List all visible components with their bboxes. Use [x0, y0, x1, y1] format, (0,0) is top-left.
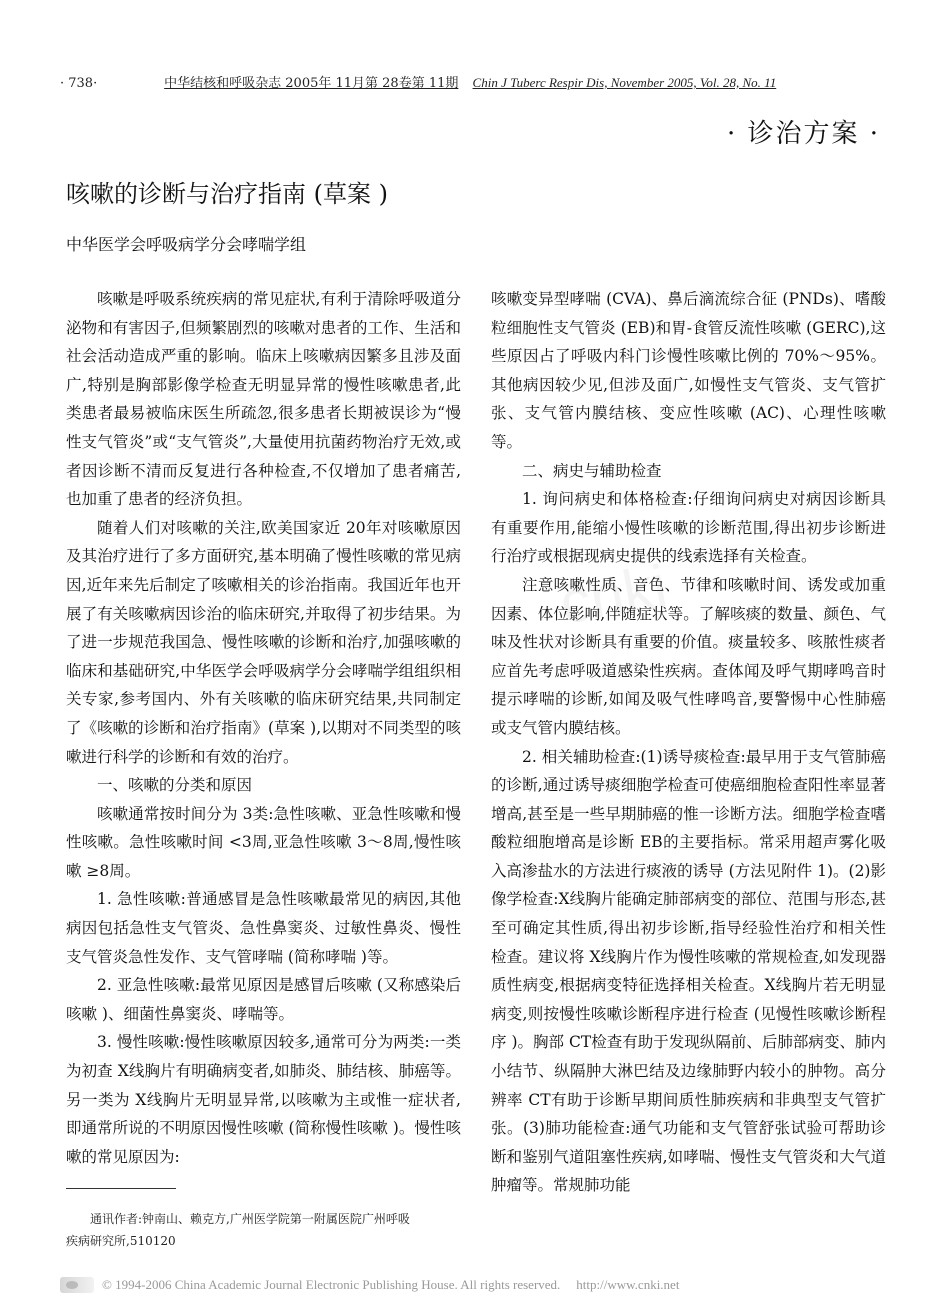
- footnote-line: 通讯作者:钟南山、赖克方,广州医学院第一附属医院广州呼吸: [90, 1212, 410, 1226]
- copyright-text: © 1994-2006 China Academic Journal Electronic Publishing House. All rights reserved.: [102, 1277, 561, 1292]
- section-tag: · 诊治方案 ·: [726, 119, 880, 149]
- paragraph: 咳嗽是呼吸系统疾病的常见症状,有利于清除呼吸道分泌物和有害因子,但频繁剧烈的咳嗽对患者的工作、生活和社会活动造成严重的影响。临床上咳嗽病因繁多且涉及面广,特别是胸部影像学检查无明显异常的慢性咳嗽患者,此类患者最易被临床医生所疏忽,很多患者长期被误诊为“慢性支气管炎”或“支气管炎”,大量使用抗菌药物治疗无效,或者因诊断不清而反复进行各种检查,不仅增加了患者痛苦,也加重了患者的经济负担。: [66, 290, 461, 509]
- paragraph: 注意咳嗽性质、音色、节律和咳嗽时间、诱发或加重因素、体位影响,伴随症状等。了解咳痰的数量、颜色、气味及性状对诊断具有重要的价值。痰量较多、咳脓性痰者应首先考虑呼吸道感染性疾病。查体闻及呼气期哮鸣音时提示哮喘的诊断,如闻及吸气性哮鸣音,要警惕中心性肺癌或支气管内膜结核。: [491, 575, 886, 737]
- footnote-line: 疾病研究所,510120: [66, 1234, 176, 1248]
- footnote: [66, 1208, 466, 1252]
- paragraph: 1. 询问病史和体格检查:仔细询问病史对病因诊断具有重要作用,能缩小慢性咳嗽的诊断范围,得出初步诊断进行治疗或根据现病史提供的线索选择有关检查。: [491, 490, 886, 566]
- page-number: · 738·: [60, 76, 98, 91]
- paragraph: 咳嗽变异型哮喘 (CVA)、鼻后滴流综合征 (PNDs)、嗜酸粒细胞性支气管炎 (EB)和胃-食管反流性咳嗽 (GERC),这些原因占了呼吸内科门诊慢性咳嗽比例的 70%～95%。其他病因较少见,但涉及面广,如慢性支气管炎、支气管扩张、支气管内膜结核、变应性咳嗽 (AC)、心理性咳嗽等。: [491, 290, 886, 451]
- paragraph: 2. 亚急性咳嗽:最常见原因是感冒后咳嗽 (又称感染后咳嗽 )、细菌性鼻窦炎、哮喘等。: [66, 976, 461, 1023]
- journal-title-en: Chin J Tuberc Respir Dis, November 2005, Vol. 28, No. 11: [472, 75, 777, 90]
- paragraph: 3. 慢性咳嗽:慢性咳嗽原因较多,通常可分为两类:一类为初查 X线胸片有明确病变者,如肺炎、肺结核、肺癌等。另一类为 X线胸片无明显异常,以咳嗽为主或惟一症状者,即通常所说的不明原因慢性咳嗽 (简称慢性咳嗽 )。慢性咳嗽的常见原因为:: [66, 1033, 461, 1166]
- section-heading: 一、咳嗽的分类和原因: [97, 776, 253, 795]
- paragraph: 随着人们对咳嗽的关注,欧美国家近 20年对咳嗽原因及其治疗进行了多方面研究,基本明确了慢性咳嗽的常见病因,近年来先后制定了咳嗽相关的诊治指南。我国近年也开展了有关咳嗽病因诊治的临床研究,并取得了初步结果。为了进一步规范我国急、慢性咳嗽的诊断和治疗,加强咳嗽的临床和基础研究,中华医学会呼吸病学分会哮喘学组组织相关专家,参考国内、外有关咳嗽的临床研究结果,共同制定了《咳嗽的诊断和治疗指南》(草案 ),以期对不同类型的咳嗽进行科学的诊断和有效的治疗。: [66, 518, 461, 766]
- running-header: [60, 72, 890, 91]
- paragraph: 1. 急性咳嗽:普通感冒是急性咳嗽最常见的病因,其他病因包括急性支气管炎、急性鼻窦炎、过敏性鼻炎、慢性支气管炎急性发作、支气管哮喘 (简称哮喘 )等。: [66, 890, 461, 966]
- publisher-logo-icon: [60, 1277, 94, 1293]
- left-column: [66, 285, 461, 1171]
- article-title: 咳嗽的诊断与治疗指南 (草案 ): [66, 180, 388, 208]
- right-column: [491, 285, 886, 1200]
- author-group: 中华医学会呼吸病学分会哮喘学组: [66, 235, 307, 254]
- journal-title-cn: 中华结核和呼吸杂志 2005年 11月第 28卷第 11期: [164, 76, 459, 91]
- footnote-divider: [66, 1188, 176, 1189]
- paragraph: 咳嗽通常按时间分为 3类:急性咳嗽、亚急性咳嗽和慢性咳嗽。急性咳嗽时间 <3周,亚急性咳嗽 3～8周,慢性咳嗽 ≥8周。: [66, 804, 461, 880]
- publisher-link[interactable]: http://www.cnki.net: [576, 1277, 680, 1292]
- copyright-bar: [60, 1272, 890, 1298]
- section-heading: 二、病史与辅助检查: [522, 461, 662, 480]
- paragraph: 2. 相关辅助检查:(1)诱导痰检查:最早用于支气管肺癌的诊断,通过诱导痰细胞学检查可使癌细胞检查阳性率显著增高,甚至是一些早期肺癌的惟一诊断方法。细胞学检查嗜酸粒细胞增高是诊断 EB的主要指标。常采用超声雾化吸入高渗盐水的方法进行痰液的诱导 (方法见附件 1)。(2)影像学检查:X线胸片能确定肺部病变的部位、范围与形态,甚至可确定其性质,得出初步诊断,指导经验性治疗和相关性检查。建议将 X线胸片作为慢性咳嗽的常规检查,如发现器质性病变,根据病变特征选择相关检查。X线胸片若无明显病变,则按慢性咳嗽诊断程序进行检查 (见慢性咳嗽诊断程序 )。胸部 CT检查有助于发现纵隔前、后肺部病变、肺内小结节、纵隔肿大淋巴结及边缘肺野内较小的肿物。高分辨率 CT有助于诊断早期间质性肺疾病和非典型支气管扩张。(3)肺功能检查:通气功能和支气管舒张试验可帮助诊断和鉴别气道阻塞性疾病,如哮喘、慢性支气管炎和大气道肿瘤等。常规肺功能: [491, 747, 886, 1195]
